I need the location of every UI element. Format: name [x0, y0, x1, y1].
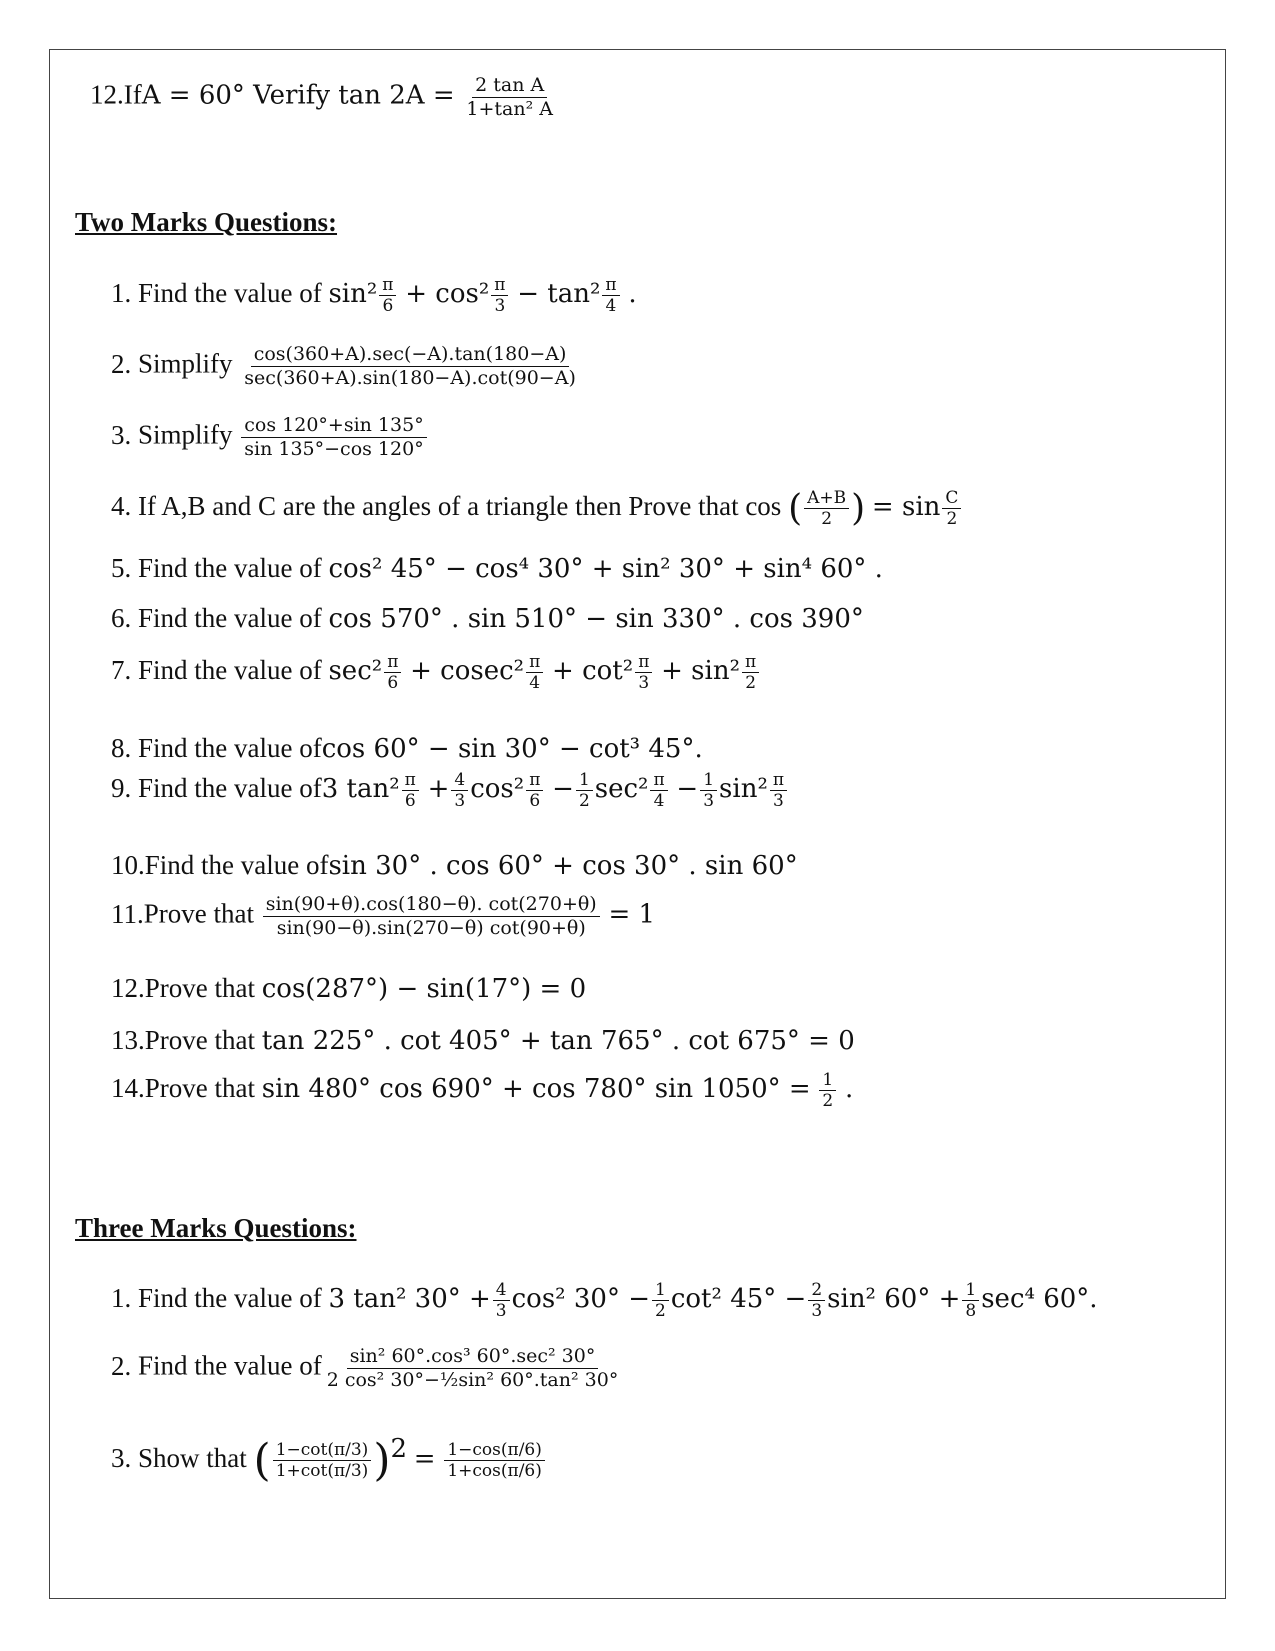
question-number: 3.	[111, 419, 132, 450]
fraction-numerator: 4	[451, 770, 468, 791]
question-number: 12.	[111, 973, 145, 1003]
fraction-denominator: 2	[745, 673, 757, 694]
two-marks-q9	[111, 770, 789, 812]
math-term: cot² 45° −	[670, 1284, 807, 1315]
fraction-numerator: π	[602, 275, 619, 296]
fraction-numerator: π	[526, 770, 543, 791]
math-term: + cos²	[405, 279, 490, 310]
fraction	[819, 1070, 836, 1112]
math-term: − tan²	[517, 279, 601, 310]
fraction-numerator: π	[491, 275, 508, 296]
fraction-denominator: 2	[578, 791, 590, 812]
fraction-denominator: 2	[946, 509, 958, 530]
fraction-denominator: 1+cos(π/6)	[447, 1461, 542, 1482]
math-term: .	[844, 1074, 854, 1105]
question-number: 3.	[111, 1443, 132, 1473]
question-text: Prove that	[144, 973, 255, 1003]
fraction	[493, 1280, 510, 1322]
fraction-numerator: 2 tan A	[472, 74, 547, 98]
fraction-numerator: π	[742, 652, 759, 673]
math-term: 3 tan² 30° +	[328, 1284, 491, 1315]
fraction	[241, 414, 426, 461]
math-term: = sin	[871, 492, 941, 523]
fraction-denominator: 3	[494, 296, 506, 317]
question-number: 2.	[111, 1350, 132, 1381]
question-text: Prove that	[144, 1073, 255, 1104]
question-text: Find the value of	[138, 278, 322, 309]
paren-close: )	[851, 487, 866, 529]
fraction-numerator: C	[942, 488, 961, 509]
question-text: Find the value of	[138, 733, 322, 763]
question-text: Find the value of	[138, 773, 322, 804]
math-term: =	[413, 1444, 436, 1474]
fraction	[526, 770, 543, 812]
math-term: sec⁴ 60°.	[981, 1284, 1098, 1315]
fraction	[804, 488, 849, 530]
question-text: Show that	[138, 1443, 247, 1473]
question-text: Find the value of	[138, 1350, 322, 1381]
fraction	[384, 652, 401, 694]
fraction	[650, 770, 667, 812]
question-number: 4.	[111, 491, 132, 522]
question-text: Prove that	[144, 1025, 255, 1055]
question-number: 1.	[111, 278, 132, 309]
two-marks-q11	[111, 893, 655, 940]
fraction-denominator: 1+cot(π/3)	[275, 1461, 369, 1482]
math-term: sin² 60° +	[827, 1284, 961, 1315]
question-number: 6.	[111, 603, 132, 633]
fraction-denominator: sec(360+A).sin(180−A).cot(90−A)	[244, 366, 576, 389]
two-marks-q4	[111, 488, 963, 530]
fraction	[770, 770, 787, 812]
fraction-numerator: 1	[819, 1070, 836, 1091]
question-text: Simplify	[138, 419, 233, 450]
fraction-numerator: 1	[962, 1280, 979, 1301]
question-number: 1.	[111, 1283, 132, 1314]
question-number: 8.	[111, 733, 132, 763]
fraction-numerator: π	[379, 275, 396, 296]
fraction-numerator: A+B	[804, 488, 849, 509]
fraction-numerator: 1	[576, 770, 593, 791]
two-marks-q14	[111, 1070, 853, 1112]
fraction-denominator: 4	[653, 791, 665, 812]
fraction	[942, 488, 961, 530]
two-marks-q8	[111, 735, 703, 762]
fraction-denominator: sin(90−θ).sin(270−θ) cot(90+θ)	[276, 916, 586, 939]
fraction-numerator: 4	[493, 1280, 510, 1301]
fraction	[526, 652, 543, 694]
two-marks-q2	[111, 343, 581, 390]
math-term: .	[628, 279, 637, 310]
fraction	[241, 343, 579, 390]
fraction-denominator: 6	[382, 296, 394, 317]
fraction	[602, 275, 619, 317]
fraction	[451, 770, 468, 812]
fraction	[402, 770, 419, 812]
fraction	[379, 275, 396, 317]
math-term: 3 tan²	[321, 774, 400, 805]
question-text: Find the value of	[138, 1283, 322, 1314]
fraction	[263, 893, 600, 940]
question-number: 10.	[111, 850, 145, 880]
fraction-numerator: 1−cot(π/3)	[273, 1440, 372, 1461]
fraction-denominator: 2	[655, 1301, 666, 1322]
math-term: sec²	[328, 656, 383, 687]
math-term: cos²	[470, 774, 525, 805]
fraction-numerator: π	[650, 770, 667, 791]
fraction-denominator: 3	[703, 791, 715, 812]
fraction-denominator: 3	[454, 791, 466, 812]
fraction-numerator: 1	[700, 770, 717, 791]
question-number: 14.	[111, 1073, 145, 1104]
fraction-numerator: cos(360+A).sec(−A).tan(180−A)	[251, 343, 570, 367]
fraction	[700, 770, 717, 812]
fraction	[273, 1440, 372, 1482]
question-number: 2.	[111, 348, 132, 379]
fraction-numerator: 1	[652, 1280, 669, 1301]
question-expr: A = 60° Verify tan 2A =	[141, 80, 455, 111]
fraction-denominator: 2 cos² 30°−½sin² 60°.tan² 30°	[326, 1368, 619, 1391]
question-number: 9.	[111, 773, 132, 804]
paren-open: (	[253, 1434, 271, 1486]
fraction-numerator: sin² 60°.cos³ 60°.sec² 30°	[347, 1345, 599, 1369]
math-term: sin²	[328, 279, 378, 310]
fraction-denominator: 2	[822, 1091, 834, 1112]
math-term: −	[676, 774, 699, 805]
math-expression: cos 60° − sin 30° − cot³ 45°.	[321, 734, 703, 764]
math-term: sec²	[594, 774, 649, 805]
fraction-numerator: π	[635, 652, 652, 673]
math-term: + sin²	[661, 656, 741, 687]
fraction-numerator: π	[384, 652, 401, 673]
question-text: If A,B and C are the angles of a triangle then Prove that cos	[138, 491, 782, 522]
question-text: Find the value of	[138, 655, 322, 686]
paren-close: )	[373, 1434, 391, 1486]
fraction-numerator: sin(90+θ).cos(180−θ). cot(270+θ)	[263, 893, 600, 917]
two-marks-q7	[111, 652, 761, 694]
fraction	[962, 1280, 979, 1322]
fraction-denominator: sin 135°−cos 120°	[244, 437, 424, 460]
question-text: Find the value of	[138, 553, 322, 583]
math-expression: tan 225° . cot 405° + tan 765° . cot 675° = 0	[261, 1026, 855, 1056]
two-marks-q3	[111, 414, 429, 461]
fraction	[576, 770, 593, 812]
math-expression: cos² 45° − cos⁴ 30° + sin² 30° + sin⁴ 60° .	[328, 554, 883, 584]
math-term: = 1	[608, 899, 656, 930]
fraction	[652, 1280, 669, 1322]
question-number: 5.	[111, 553, 132, 583]
fraction-denominator: 6	[387, 673, 399, 694]
three-marks-q3	[111, 1434, 547, 1486]
two-marks-q6	[111, 605, 864, 632]
math-term: sin²	[719, 774, 768, 805]
fraction-numerator: π	[526, 652, 543, 673]
fraction-denominator: 2	[821, 509, 833, 530]
fraction-denominator: 4	[605, 296, 617, 317]
fraction-numerator: π	[770, 770, 787, 791]
exponent: 2	[390, 1434, 408, 1464]
question-number: 11.	[111, 898, 144, 929]
fraction	[324, 1345, 622, 1392]
fraction	[742, 652, 759, 694]
fraction-denominator: 3	[495, 1301, 507, 1322]
fraction	[491, 275, 508, 317]
fraction-denominator: 3	[811, 1301, 823, 1322]
two-marks-q1	[111, 275, 637, 317]
fraction-denominator: 4	[529, 673, 541, 694]
question-number: 7.	[111, 655, 132, 686]
math-term: + cot²	[552, 656, 634, 687]
math-term: +	[427, 774, 450, 805]
math-term: cos² 30° −	[511, 1284, 651, 1315]
top-question	[90, 74, 558, 121]
two-marks-q10	[111, 852, 798, 879]
two-marks-q5	[111, 555, 883, 582]
fraction-numerator: 2	[808, 1280, 825, 1301]
two-marks-q13	[111, 1027, 855, 1054]
math-expression: sin 30° . cos 60° + cos 30° . sin 60°	[328, 851, 798, 881]
three-marks-heading: Three Marks Questions:	[75, 1213, 357, 1243]
fraction-denominator: 6	[529, 791, 541, 812]
fraction-denominator: 6	[404, 791, 416, 812]
fraction	[463, 74, 556, 121]
fraction-numerator: cos 120°+sin 135°	[241, 414, 426, 438]
fraction	[808, 1280, 825, 1322]
question-number: 13.	[111, 1025, 145, 1055]
two-marks-q12	[111, 975, 586, 1002]
math-expression: cos 570° . sin 510° − sin 330° . cos 390°	[328, 604, 864, 634]
question-text: Prove that	[143, 898, 254, 929]
fraction	[444, 1440, 545, 1482]
question-text: Find the value of	[144, 850, 329, 880]
math-expression: sin 480° cos 690° + cos 780° sin 1050° =	[261, 1074, 811, 1105]
paren-open: (	[788, 487, 803, 529]
question-text: Simplify	[138, 348, 233, 379]
three-marks-q2	[111, 1345, 623, 1392]
question-number: 12.If	[90, 79, 142, 110]
question-text: Find the value of	[138, 603, 322, 633]
math-expression: cos(287°) − sin(17°) = 0	[261, 974, 587, 1004]
math-term: −	[552, 774, 574, 805]
math-term: + cosec²	[410, 656, 525, 687]
fraction-numerator: 1−cos(π/6)	[444, 1440, 545, 1461]
two-marks-heading: Two Marks Questions:	[75, 207, 338, 237]
fraction-denominator: 1+tan² A	[466, 97, 553, 120]
fraction-denominator: 3	[773, 791, 784, 812]
three-marks-q1	[111, 1280, 1098, 1322]
fraction	[635, 652, 652, 694]
fraction-denominator: 8	[965, 1301, 977, 1322]
fraction-denominator: 3	[638, 673, 650, 694]
fraction-numerator: π	[402, 770, 419, 791]
